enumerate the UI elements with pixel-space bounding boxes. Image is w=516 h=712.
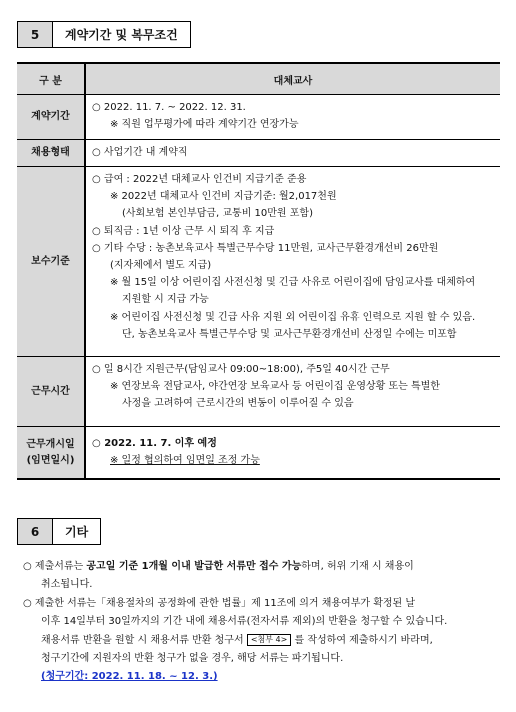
- table-row-pay-standard: [17, 167, 500, 357]
- section-title: 계약기간 및 복무조건: [65, 28, 178, 42]
- section-5-header: [17, 21, 191, 48]
- row-content: [85, 427, 500, 480]
- content-line: 사정을 고려하여 근로시간의 변동이 이루어질 수 있음: [122, 398, 354, 410]
- note-text: 채용서류 반환을 원할 시 채용서류 반환 청구서: [41, 634, 244, 646]
- table-row-start-date: [17, 427, 500, 480]
- etc-notes: [23, 558, 499, 687]
- content-line: ※ 어린이집 사전신청 및 긴급 사유 지원 외 어린이집 유휴 인력으로 지원 할 수 있음.: [110, 311, 476, 323]
- row-content: [85, 357, 500, 427]
- content-line: ○ 사업기간 내 계약직: [92, 147, 188, 158]
- note-line: 이후 14일부터 30일까지의 기간 내에 채용서류(전자서류 제외)의 반환을 청구할 수 있습니다.: [41, 616, 448, 628]
- row-label: 근무시간: [17, 357, 85, 427]
- content-line: ○ 일 8시간 지원근무(담임교사 09:00~18:00), 주5일 40시간 근무: [92, 364, 390, 375]
- content-line: ※ 일정 협의하여 임면일 조정 가능: [110, 455, 260, 467]
- content-line: ※ 직원 업무평가에 따라 계약기간 연장가능: [110, 119, 299, 131]
- note-emphasis: 공고일 기준 1개월 이내 발급한 서류만 접수 가능: [86, 561, 302, 572]
- content-line: (지자체에서 별도 지급): [110, 260, 212, 272]
- header-category: 구 분: [17, 63, 85, 95]
- table-header-row: [17, 63, 500, 95]
- content-line: ○ 2022. 11. 7. 이후 예정: [92, 438, 217, 449]
- row-label: 보수기준: [17, 167, 85, 357]
- section-number: 6: [18, 519, 53, 544]
- table-row-contract-period: [17, 95, 500, 140]
- table-row-working-hours: [17, 357, 500, 427]
- content-line: ※ 2022년 대체교사 인건비 지급기준: 월2,017천원: [110, 191, 337, 203]
- row-label: 채용형태: [17, 140, 85, 167]
- row-content: [85, 167, 500, 357]
- content-line: 지원할 시 지급 가능: [122, 294, 209, 306]
- note-text: 하며, 허위 기재 시 채용이: [301, 561, 414, 572]
- note-line: [23, 632, 499, 650]
- section-title: 기타: [65, 525, 89, 539]
- note-text: 를 작성하여 제출하시기 바라며,: [294, 634, 433, 646]
- note-line: 청구기간에 지원자의 반환 청구가 없을 경우, 해당 서류는 파기됩니다.: [41, 653, 344, 665]
- row-content: [85, 95, 500, 140]
- content-line: ○ 급여 : 2022년 대체교사 인건비 지급기준 준용: [92, 174, 307, 185]
- row-label-line: (임면일시): [26, 454, 75, 466]
- content-line: ○ 퇴직금 : 1년 이상 근무 시 퇴직 후 지급: [92, 225, 275, 237]
- note-line: 취소됩니다.: [41, 579, 93, 591]
- note-text: ○ 제출서류는: [23, 561, 87, 572]
- header-substitute-teacher: 대체교사: [85, 63, 500, 95]
- content-line: ○ 2022. 11. 7. ~ 2022. 12. 31.: [92, 102, 246, 113]
- claim-period: (청구기간: 2022. 11. 18. ~ 12. 3.): [41, 671, 218, 683]
- section-6-header: [17, 518, 101, 545]
- row-content: [85, 140, 500, 167]
- row-label-line: 근무개시일: [26, 438, 75, 450]
- note-line: [23, 558, 499, 576]
- content-line: 단, 농촌보육교사 특별근무수당 및 교사근무환경개선비 산정일 수에는 미포함: [122, 328, 457, 340]
- table-row-employment-type: [17, 140, 500, 167]
- content-line: ※ 월 15일 이상 어린이집 사전신청 및 긴급 사유로 어린이집에 담임교사를 대체하여: [110, 277, 476, 289]
- row-label: [17, 427, 85, 480]
- content-line: ○ 기타 수당 : 농촌보육교사 특별근무수당 11만원, 교사근무환경개선비 26만원: [92, 242, 439, 254]
- attachment-badge: <첨부 4>: [247, 634, 292, 646]
- section-number: 5: [18, 22, 53, 47]
- content-line: ※ 연장보육 전담교사, 야간연장 보육교사 등 어린이집 운영상황 또는 특별한: [110, 381, 440, 393]
- note-line: ○ 제출한 서류는「채용절차의 공정화에 관한 법률」제 11조에 의거 채용여부가 확정된 날: [23, 597, 416, 609]
- conditions-table: [17, 62, 500, 480]
- content-line: (사회보험 본인부담금, 교통비 10만원 포함): [122, 208, 313, 220]
- row-label: 계약기간: [17, 95, 85, 140]
